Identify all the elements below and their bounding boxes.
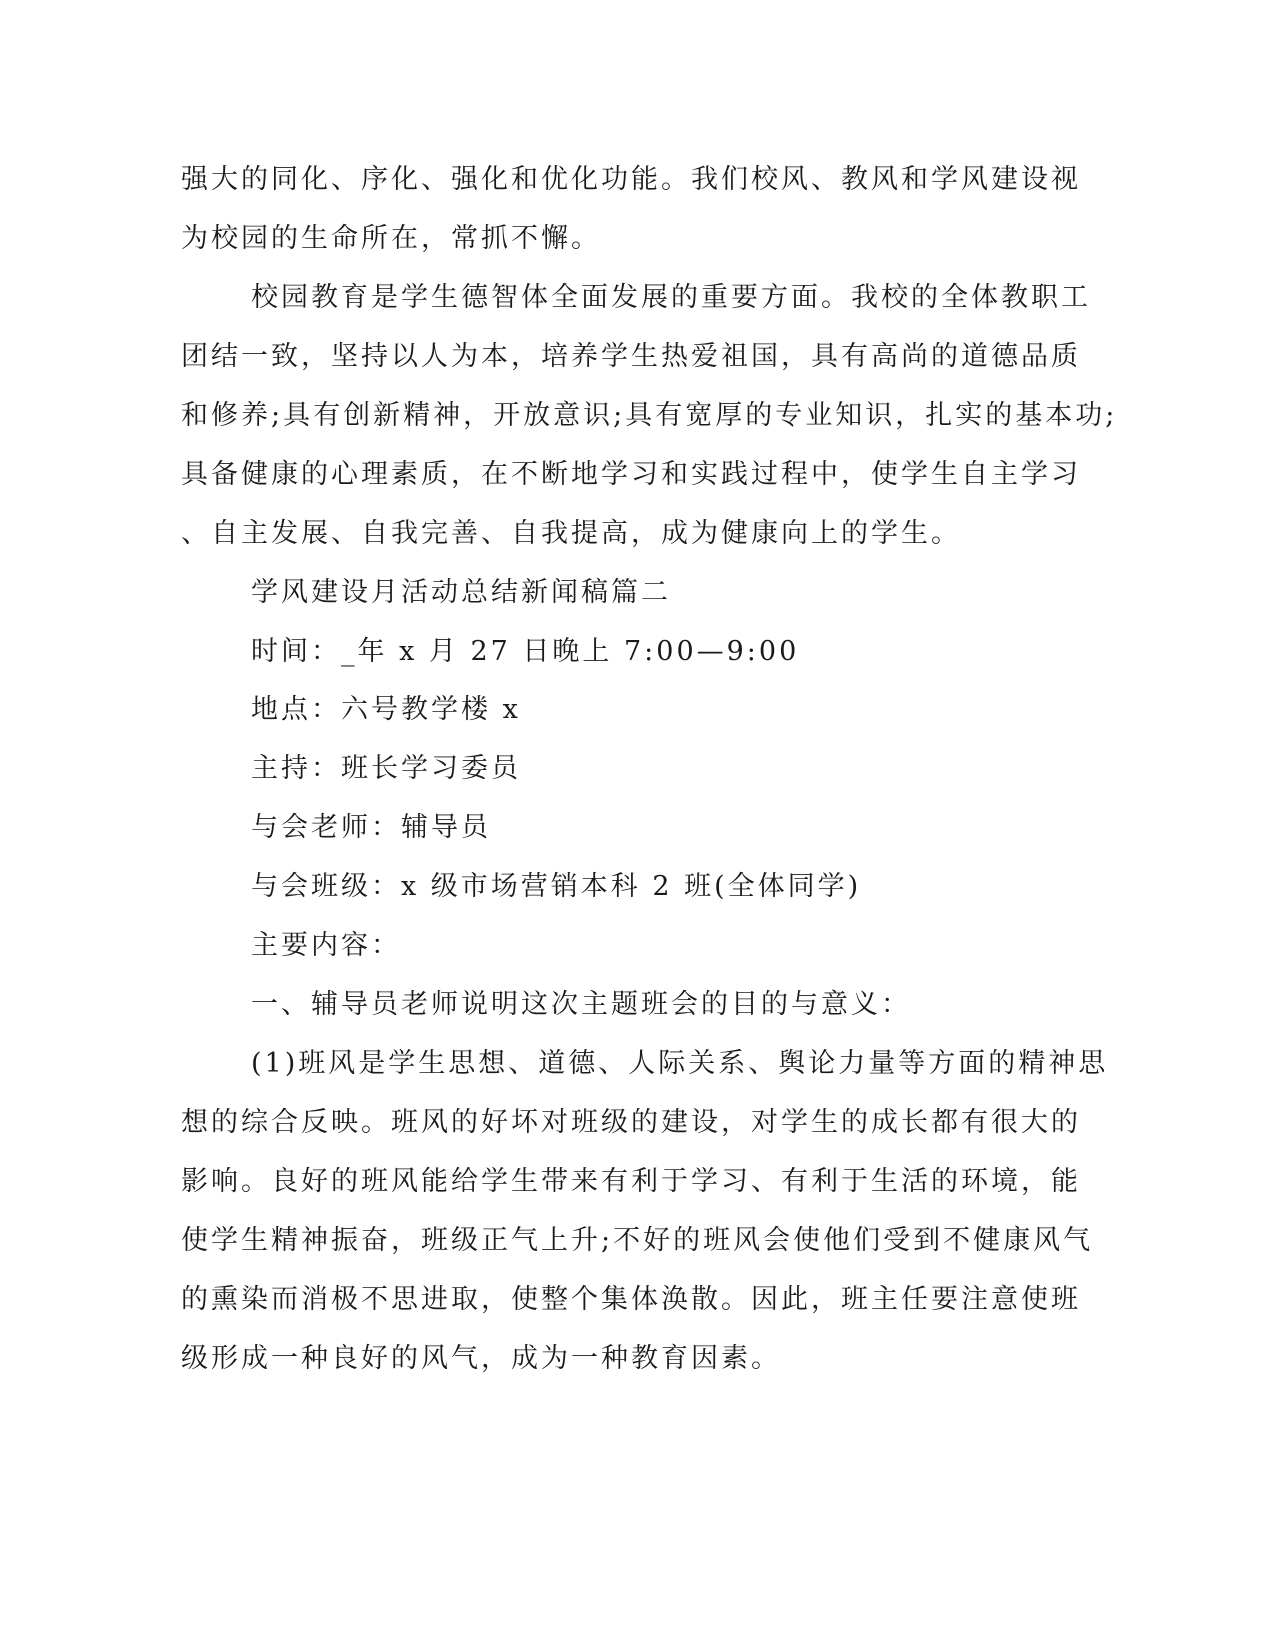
paragraph-2-line-2: 团结一致，坚持以人为本，培养学生热爱祖国，具有高尚的道德品质 [181, 341, 1081, 372]
item-1-heading: 一、辅导员老师说明这次主题班会的目的与意义： [251, 989, 911, 1020]
paragraph-3-line-3: 影响。良好的班风能给学生带来有利于学习、有利于生活的环境，能 [181, 1166, 1081, 1197]
time-line: 时间：_年 x 月 27 日晚上 7:00—9:00 [251, 636, 800, 667]
paragraph-3-line-2: 想的综合反映。班风的好坏对班级的建设，对学生的成长都有很大的 [181, 1107, 1081, 1138]
paragraph-3-line-6: 级形成一种良好的风气，成为一种教育因素。 [181, 1343, 781, 1374]
content-heading: 主要内容： [251, 930, 401, 961]
paragraph-1-line-2: 为校园的生命所在，常抓不懈。 [181, 223, 601, 254]
paragraph-2-line-4: 具备健康的心理素质，在不断地学习和实践过程中，使学生自主学习 [181, 459, 1081, 490]
paragraph-2-line-5: 、自主发展、自我完善、自我提高，成为健康向上的学生。 [181, 518, 961, 549]
paragraph-1-line-1: 强大的同化、序化、强化和优化功能。我们校风、教风和学风建设视 [181, 164, 1081, 195]
teacher-line: 与会老师：辅导员 [251, 812, 491, 843]
host-line: 主持：班长学习委员 [251, 753, 521, 784]
paragraph-3-line-5: 的熏染而消极不思进取，使整个集体涣散。因此，班主任要注意使班 [181, 1284, 1081, 1315]
paragraph-3-line-4: 使学生精神振奋，班级正气上升;不好的班风会使他们受到不健康风气 [181, 1225, 1094, 1256]
paragraph-2-line-1: 校园教育是学生德智体全面发展的重要方面。我校的全体教职工 [251, 282, 1091, 313]
paragraph-2-line-3: 和修养;具有创新精神，开放意识;具有宽厚的专业知识，扎实的基本功; [181, 400, 1118, 431]
class-line: 与会班级：x 级市场营销本科 2 班(全体同学) [251, 871, 862, 902]
paragraph-3-line-1: (1)班风是学生思想、道德、人际关系、舆论力量等方面的精神思 [251, 1048, 1109, 1079]
place-line: 地点：六号教学楼 x [251, 694, 521, 725]
section-title: 学风建设月活动总结新闻稿篇二 [251, 577, 671, 608]
